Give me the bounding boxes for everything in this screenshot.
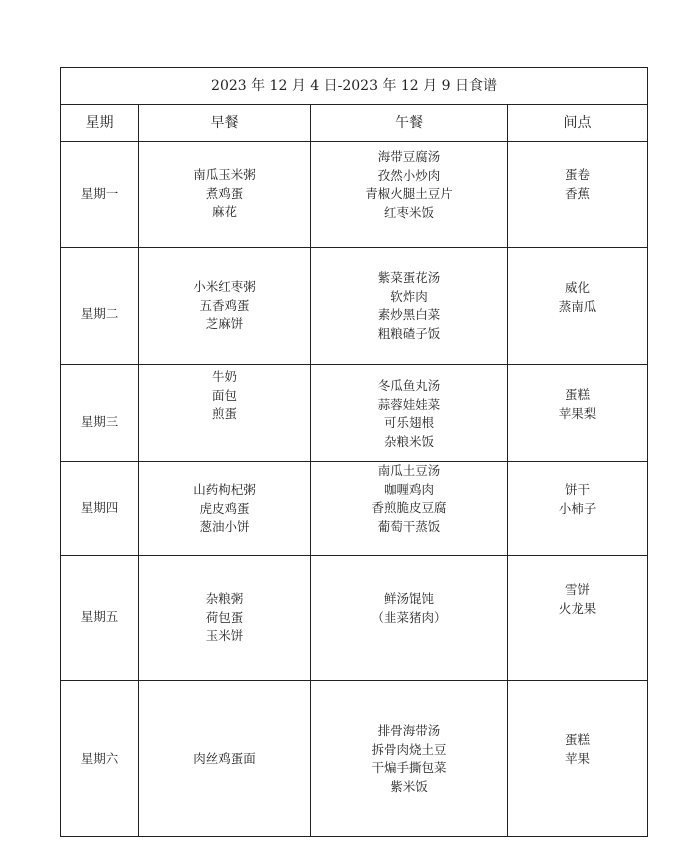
menu-item: 饼干 (564, 482, 590, 497)
day-cell (61, 248, 139, 365)
menu-table (60, 67, 648, 837)
menu-item: 牛奶 (211, 369, 237, 384)
menu-item: 火龙果 (558, 600, 597, 616)
menu-item: 干煸手撕包菜 (371, 760, 447, 775)
breakfast-cell (139, 248, 311, 365)
day-label: 星期四 (80, 500, 119, 515)
day-label: 星期二 (80, 306, 119, 321)
menu-item: 面包 (211, 387, 237, 403)
menu-item: 煎蛋 (211, 406, 237, 421)
menu-item: 南瓜玉米粥 (193, 167, 256, 182)
day-label: 星期六 (80, 751, 119, 766)
day-label: 星期五 (80, 609, 119, 624)
table-row (61, 365, 648, 462)
menu-item: 山药枸杞粥 (193, 482, 256, 497)
day-cell (61, 556, 139, 681)
menu-item: 咖喱鸡肉 (383, 481, 434, 497)
snack-cell (508, 365, 648, 462)
menu-item: 蒸南瓜 (558, 298, 597, 314)
menu-item: 青椒火腿土豆片 (365, 186, 453, 201)
menu-item: 紫米饭 (390, 778, 428, 794)
menu-item: 苹果 (564, 750, 590, 766)
day-cell (61, 462, 139, 556)
snack-cell (508, 462, 648, 556)
menu-item: 蛋卷 (564, 167, 590, 182)
day-cell (61, 681, 139, 837)
menu-item: 孜然小炒肉 (377, 167, 441, 183)
menu-item: 排骨海带汤 (377, 723, 441, 738)
header-breakfast: 早餐 (139, 105, 311, 142)
menu-item: 葱油小饼 (199, 519, 250, 534)
menu-item: 麻花 (211, 204, 237, 219)
menu-item: 可乐翅根 (383, 415, 434, 430)
menu-item: 五香鸡蛋 (199, 297, 250, 313)
menu-item: 葡萄干蒸饭 (377, 518, 441, 534)
table-row (61, 556, 648, 681)
snack-cell (508, 681, 648, 837)
menu-item: 粗粮碴子饭 (377, 325, 441, 341)
snack-cell (508, 556, 648, 681)
lunch-cell (311, 365, 508, 462)
menu-item: 玉米饼 (205, 628, 244, 643)
menu-item: 红枣米饭 (383, 204, 434, 220)
table-row (61, 142, 648, 248)
menu-item: 芝麻饼 (205, 316, 244, 331)
snack-cell (508, 142, 648, 248)
menu-item: 素炒黑白菜 (377, 307, 441, 322)
lunch-cell (311, 681, 508, 837)
menu-title: 2023 年 12 月 4 日-2023 年 12 月 9 日食谱 (61, 68, 648, 105)
menu-item: 虎皮鸡蛋 (199, 500, 250, 516)
header-day: 星期 (61, 105, 139, 142)
day-label: 星期一 (80, 186, 119, 201)
menu-item: 软炸肉 (390, 288, 428, 304)
menu-item: 拆骨肉烧土豆 (371, 741, 447, 757)
breakfast-cell (139, 142, 311, 248)
menu-item: 蛋糕 (564, 387, 590, 402)
table-row (61, 681, 648, 837)
lunch-cell (311, 248, 508, 365)
lunch-cell (311, 462, 508, 556)
menu-item: 紫菜蛋花汤 (377, 270, 441, 285)
menu-item: 香煎脆皮豆腐 (371, 500, 447, 515)
menu-item: 杂粮粥 (205, 591, 244, 606)
menu-item: 蒜蓉娃娃菜 (377, 396, 441, 412)
menu-item: 海带豆腐汤 (377, 149, 441, 164)
table-row (61, 248, 648, 365)
day-cell (61, 365, 139, 462)
menu-item: 煮鸡蛋 (205, 185, 244, 201)
table-row (61, 462, 648, 556)
day-cell (61, 142, 139, 248)
menu-item: 小米红枣粥 (193, 279, 256, 294)
menu-item: 鲜汤馄饨 (383, 591, 434, 606)
menu-item: 苹果梨 (558, 405, 597, 421)
lunch-cell (311, 142, 508, 248)
snack-cell (508, 248, 648, 365)
menu-item: 冬瓜鱼丸汤 (377, 378, 441, 393)
breakfast-cell (139, 556, 311, 681)
menu-item: 蛋糕 (564, 732, 590, 747)
menu-item: 小柿子 (558, 500, 597, 516)
menu-item: 威化 (564, 280, 590, 295)
day-label: 星期三 (80, 414, 119, 429)
menu-item: 肉丝鸡蛋面 (193, 751, 256, 766)
breakfast-cell (139, 365, 311, 462)
menu-item: 香蕉 (564, 185, 590, 201)
header-snack: 间点 (508, 105, 648, 142)
menu-item: （韭菜猪肉） (371, 609, 447, 625)
header-lunch: 午餐 (311, 105, 508, 142)
menu-item: 雪饼 (564, 582, 590, 597)
menu-item: 杂粮米饭 (383, 433, 434, 449)
lunch-cell (311, 556, 508, 681)
breakfast-cell (139, 462, 311, 556)
menu-item: 荷包蛋 (205, 609, 244, 625)
breakfast-cell (139, 681, 311, 837)
menu-item: 南瓜土豆汤 (377, 463, 441, 478)
